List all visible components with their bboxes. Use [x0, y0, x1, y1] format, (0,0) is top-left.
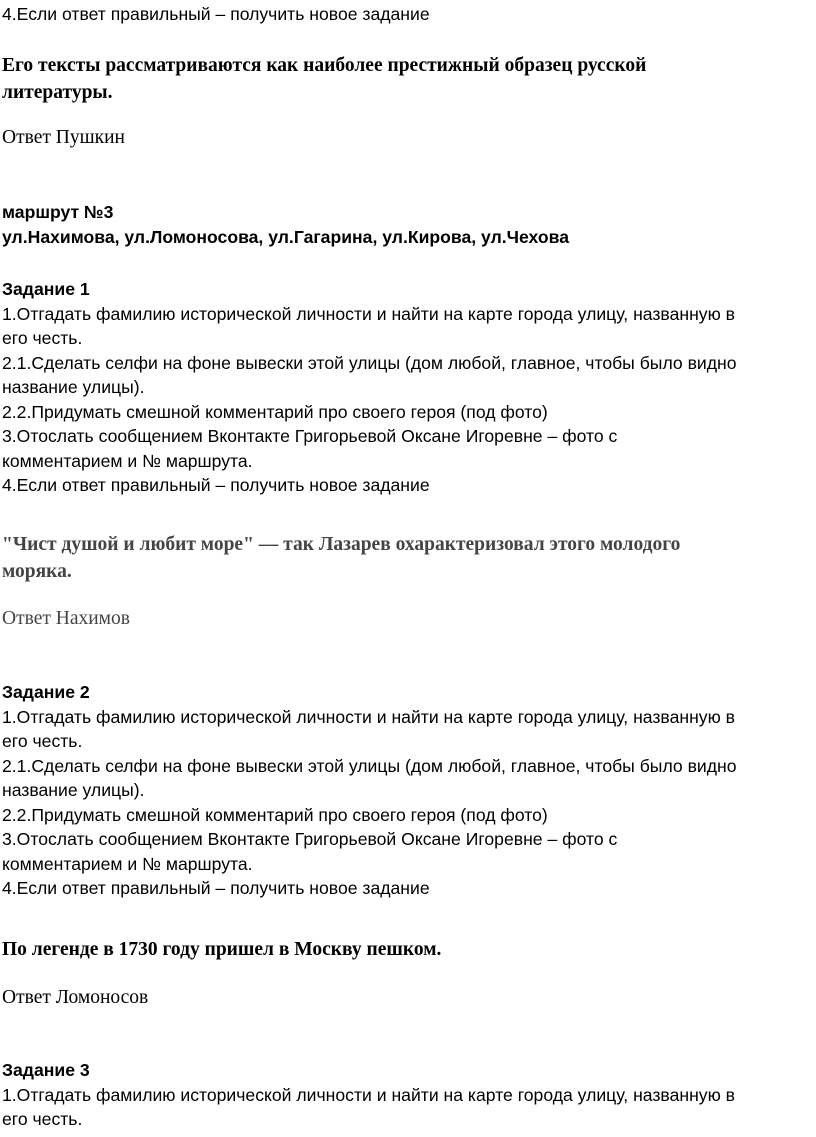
- answer-text: Ответ Ломоносов: [2, 987, 149, 1008]
- task-step-1-cont: его честь.: [2, 731, 83, 751]
- riddle-nakhimov: [2, 531, 680, 585]
- task-step-1-cont: его честь.: [2, 1109, 83, 1129]
- task-step-1: 1.Отгадать фамилию исторической личности и найти на карте города улицу, названную в: [2, 706, 736, 727]
- task-heading: Задание 3: [2, 1060, 90, 1080]
- task-step-2-cont: название улицы).: [2, 377, 145, 397]
- task-step-1: 1.Отгадать фамилию исторической личности и найти на карте города улицу, названную в: [2, 1084, 736, 1105]
- task-step-5: 4.Если ответ правильный – получить новое задание: [2, 878, 430, 898]
- riddle-line-2: моряка.: [2, 561, 72, 582]
- riddle-line-1: Его тексты рассматриваются как наиболее престижный образец русской: [2, 55, 647, 76]
- task-step-3: 2.2.Придумать смешной комментарий про своего героя (под фото): [2, 804, 548, 825]
- task-step-2: 2.1.Сделать селфи на фоне вывески этой улицы (дом любой, главное, чтобы было видно: [2, 352, 737, 373]
- task-step-3: 2.2.Придумать смешной комментарий про своего героя (под фото): [2, 401, 548, 422]
- route-header: [2, 200, 569, 249]
- riddle-lomonosov: [2, 936, 441, 963]
- instruction-step-4: 4.Если ответ правильный – получить новое задание: [2, 4, 430, 24]
- route-streets: ул.Нахимова, ул.Ломоносова, ул.Гагарина, ул.Кирова, ул.Чехова: [2, 226, 570, 247]
- task-step-4-cont: комментарием и № маршрута.: [2, 450, 253, 471]
- answer-nakhimov: [2, 605, 130, 632]
- riddle-line-1: "Чист душой и любит море" — так Лазарев охарактеризовал этого молодого: [2, 534, 681, 555]
- task-step-4-cont: комментарием и № маршрута.: [2, 853, 253, 874]
- answer-text: Ответ Пушкин: [2, 127, 125, 148]
- answer-text: Ответ Нахимов: [2, 608, 130, 629]
- section-intro: [2, 2, 430, 27]
- task-step-1: 1.Отгадать фамилию исторической личности и найти на карте города улицу, названную в: [2, 303, 736, 324]
- task-2: [2, 680, 737, 901]
- answer-pushkin: [2, 124, 125, 151]
- riddle-pushkin: [2, 52, 646, 106]
- task-step-5: 4.Если ответ правильный – получить новое задание: [2, 475, 430, 495]
- task-step-4: 3.Отослать сообщением Вконтакте Григорьевой Оксане Игоревне – фото с: [2, 829, 618, 849]
- route-title: маршрут №3: [2, 202, 114, 222]
- task-step-1-cont: его честь.: [2, 328, 83, 348]
- task-1: [2, 277, 737, 498]
- riddle-line-2: литературы.: [2, 82, 113, 103]
- answer-lomonosov: [2, 984, 148, 1011]
- task-step-2: 2.1.Сделать селфи на фоне вывески этой улицы (дом любой, главное, чтобы было видно: [2, 755, 737, 776]
- task-step-4: 3.Отослать сообщением Вконтакте Григорьевой Оксане Игоревне – фото с: [2, 426, 618, 446]
- task-3: [2, 1058, 735, 1132]
- task-heading: Задание 2: [2, 682, 90, 702]
- task-step-2-cont: название улицы).: [2, 780, 145, 800]
- riddle-line-1: По легенде в 1730 году пришел в Москву пешком.: [2, 939, 442, 960]
- task-heading: Задание 1: [2, 279, 90, 299]
